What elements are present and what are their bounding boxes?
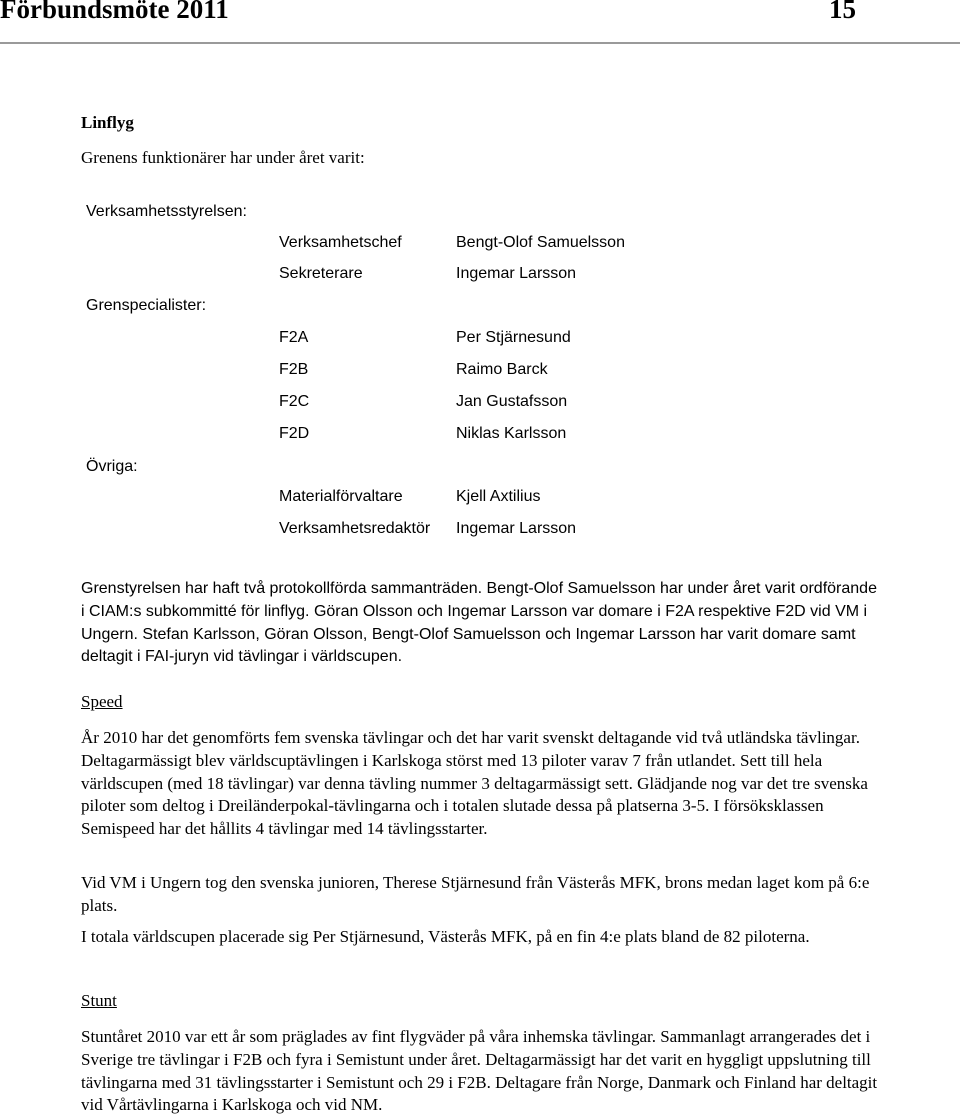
role-name: Kjell Axtilius (456, 488, 541, 505)
role-label: Verksamhetsredaktör (279, 520, 431, 537)
role-label: F2A (279, 329, 309, 346)
role-label: Sekreterare (279, 265, 363, 282)
role-label: F2D (279, 425, 310, 442)
section-intro: Grenens funktionärer har under året varit: (81, 148, 365, 167)
role-name: Niklas Karlsson (456, 425, 567, 442)
role-name: Raimo Barck (456, 361, 548, 378)
role-label: Materialförvaltare (279, 488, 403, 505)
role-label: F2C (279, 393, 310, 410)
role-name: Ingemar Larsson (456, 520, 577, 537)
stunt-paragraph: Stuntåret 2010 var ett år som präglades av fint flygväder på våra inhemska tävlingar. Sammanlagt arrangerades det i Sverige tre tävlingar i F2B och fyra i Semistunt under året. Deltagarmässigt har det varit en hyggligt uppslutning till tävlingarna med 31 tävlingsstarter i Semistunt och 29 i F2B. Deltagare från Norge, Danmark och Finland har deltagit vid Vårtävlingarna i Karlskoga och vid NM. (81, 1027, 878, 1115)
role-name: Jan Gustafsson (456, 393, 568, 410)
page-header (0, 0, 960, 44)
speed-paragraph: I totala världscupen placerade sig Per Stjärnesund, Västerås MFK, på en fin 4:e plats bland de 82 piloterna. (81, 927, 810, 946)
role-label: Verksamhetschef (279, 234, 402, 251)
page-number: 15 (829, 0, 856, 24)
role-name: Per Stjärnesund (456, 329, 571, 346)
section-title: Linflyg (81, 113, 134, 132)
role-name: Bengt-Olof Samuelsson (456, 234, 625, 251)
group-label-others: Övriga: (86, 458, 138, 475)
speed-title: Speed (81, 692, 123, 711)
role-name: Ingemar Larsson (456, 265, 577, 282)
role-label: F2B (279, 361, 309, 378)
group-label-board: Verksamhetsstyrelsen: (86, 203, 247, 220)
stunt-title: Stunt (81, 991, 117, 1010)
speed-paragraph: Vid VM i Ungern tog den svenska junioren, Therese Stjärnesund från Västerås MFK, brons medan laget kom på 6:e plats. (81, 873, 870, 915)
group-label-specialists: Grenspecialister: (86, 297, 207, 314)
document-title: Förbundsmöte 2011 (0, 0, 229, 24)
speed-paragraph: År 2010 har det genomförts fem svenska tävlingar och det har varit svenskt deltagande vid två utländska tävlingar. Deltagarmässigt blev världscuptävlingen i Karlskoga störst med 13 piloter varav 7 från utlandet. Sett till hela världscupen (med 18 tävlingar) var denna tävling nummer 3 deltagarmässigt sett. Glädjande nog var det tre svenska piloter som deltog i Dreiländerpokal-tävlingarna och i totalen slutade dessa på platserna 3-5. I försöksklassen Semispeed har det hållits 4 tävlingar med 14 tävlingsstarter. (81, 728, 868, 839)
board-paragraph: Grenstyrelsen har haft två protokollförda sammanträden. Bengt-Olof Samuelsson har under året varit ordförande i CIAM:s subkommitté för linflyg. Göran Olsson och Ingemar Larsson var domare i F2A respektive F2D vid VM i Ungern. Stefan Karlsson, Göran Olsson, Bengt-Olof Samuelsson och Ingemar Larsson har varit domare samt deltagit i FAI-juryn vid tävlingar i världscupen. (81, 580, 877, 666)
